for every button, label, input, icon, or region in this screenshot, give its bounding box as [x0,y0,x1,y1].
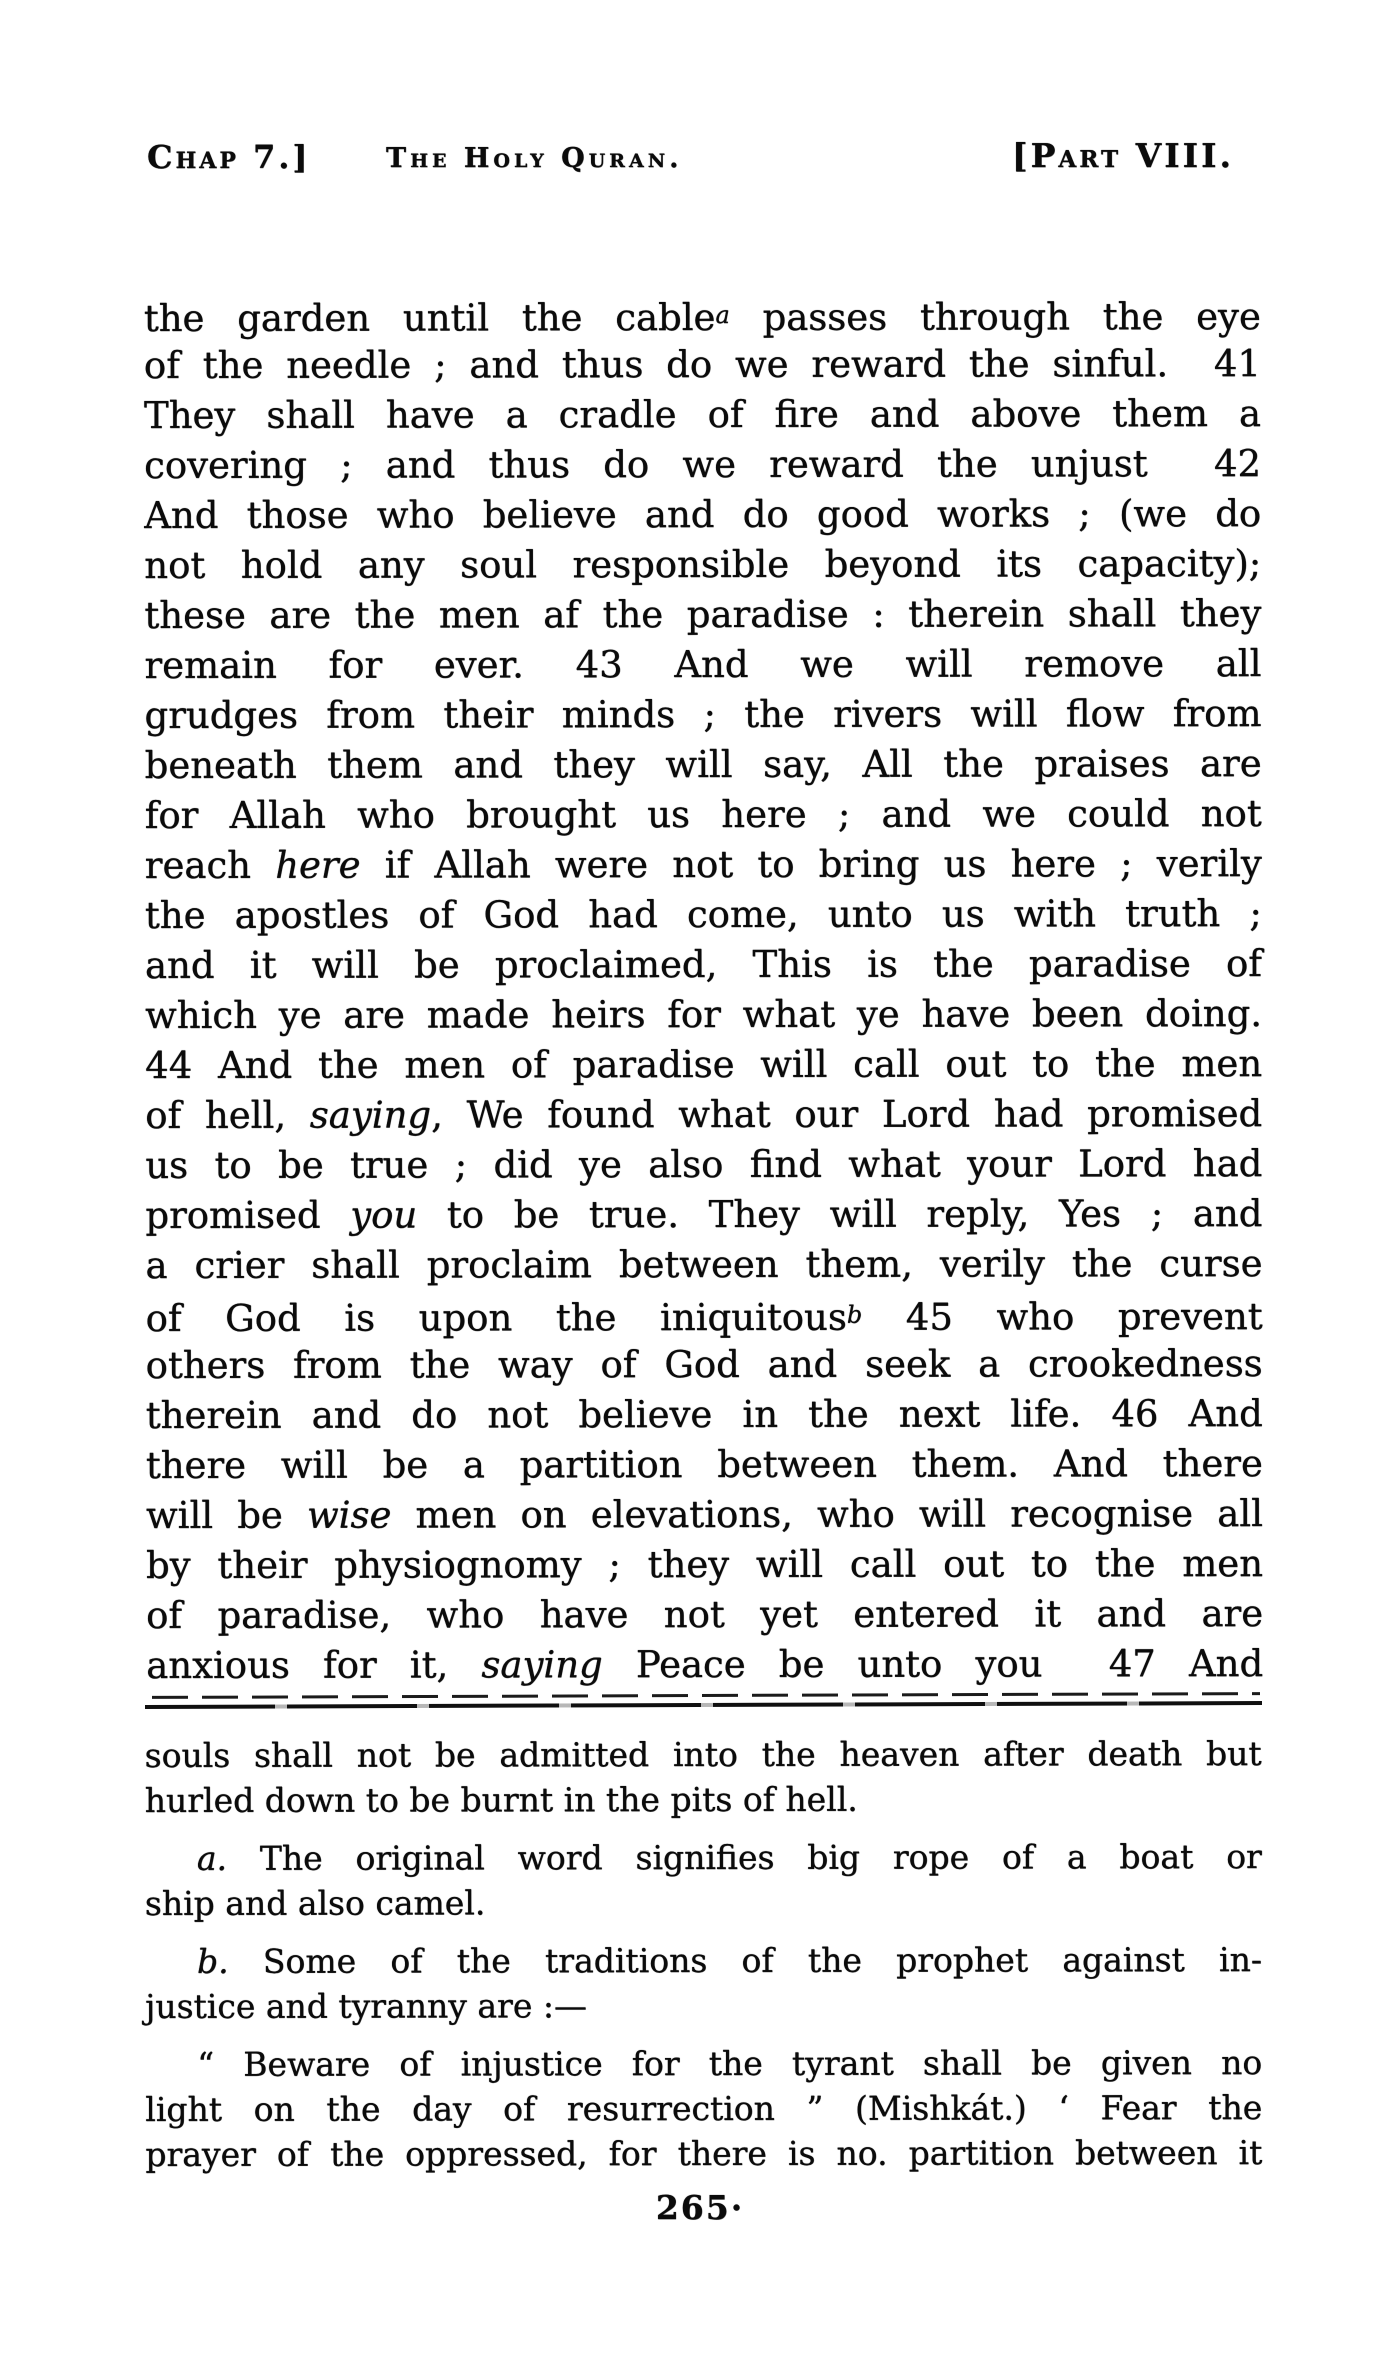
body-line [145,939,1262,991]
body-line [144,389,1261,441]
body-line [144,289,1261,341]
footnote-paragraph [145,2040,1262,2177]
text-segment: of God is upon the iniquitous [145,1295,847,1340]
text-segment: of hell, [145,1093,310,1137]
body-line [144,539,1261,591]
footnote-line [145,1937,1262,1984]
body-line [145,1089,1262,1141]
footnote-marker: b [846,1300,863,1329]
body-line [144,439,1261,491]
text-segment: the apostles of God had come, unto us with truth ; [144,892,1262,937]
text-segment: prayer of the oppressed, for there is no. partition between it [145,2133,1263,2174]
italic-word: b. [196,1941,229,1981]
text-segment: , We found what our Lord had promised [431,1092,1263,1137]
body-line [146,1389,1263,1441]
text-segment: and it will be proclaimed, This is the paradise of [144,942,1262,987]
text-segment: ship and also camel. [144,1883,486,1923]
text-segment: others from the way of God and seek a crookedness [145,1342,1263,1387]
text-segment: these are the men af the paradise : therein shall they [144,592,1262,637]
italic-word: here [275,843,361,887]
text-segment: They shall have a cradle of fire and above them a [143,392,1262,437]
body-line [145,989,1262,1041]
footnote-line [145,1776,1262,1823]
body-line [146,1589,1263,1641]
text-segment: therein and do not believe in the next life. 46 And [145,1392,1263,1437]
text-segment: remain for ever. 43 And we will remove all [144,642,1262,687]
text-segment: passes through the eye [729,295,1261,339]
text-segment: which ye are made heirs for what ye have been doing. [145,992,1263,1037]
text-segment: beneath them and they will say, All the praises are [144,742,1262,787]
text-segment: there will be a partition between them. And there [145,1442,1263,1487]
text-segment: 44 And the men of paradise will call out to the men [145,1042,1263,1087]
text-segment: will be [145,1493,308,1537]
italic-word: a. [196,1838,228,1878]
text-segment: “ Beware of injustice for the tyrant shall be given no [197,2043,1263,2084]
text-segment: of the needle ; and thus do we reward the sinful. 41 [143,342,1261,387]
text-segment: to be true. They will reply, Yes ; and [417,1192,1263,1237]
footnote-line [145,1879,1262,1926]
text-segment: men on elevations, who will recognise all [391,1492,1263,1537]
body-line [146,1289,1263,1341]
text-segment: by their physiognomy ; they will call out to the men [145,1542,1264,1587]
body-line [145,889,1262,941]
body-line [144,489,1261,541]
footnote-paragraph [145,1937,1262,2029]
footnote-line [145,1731,1262,1778]
body-line [145,1039,1262,1091]
footnote-line [145,1834,1262,1881]
footnote-line [145,2040,1262,2087]
text-segment: The original word signifies big rope of a boat or [226,1837,1262,1878]
text-segment: souls shall not be admitted into the heaven after death but [144,1734,1262,1775]
footnotes [145,1731,1263,2190]
body-line [145,789,1262,841]
running-header-title: The Holy Quran. [386,143,683,174]
body-line [145,839,1262,891]
text-segment: light on the day of resurrection ” (Mishkát.) ‘ Fear the [145,2088,1263,2129]
running-header-part: [Part VIII. [1012,136,1234,175]
body-line [144,639,1261,691]
body-line [144,339,1261,391]
text-segment: reach [144,843,276,887]
text-segment: Some of the traditions of the prophet against in- [228,1940,1263,1981]
page-number: 265· [655,2188,745,2227]
italic-word: saying [481,1643,603,1687]
body-line [146,1639,1263,1691]
scripture-text [144,289,1263,1691]
text-segment: of paradise, who have not yet entered it and are [146,1592,1264,1637]
footnote-paragraph [145,1834,1262,1926]
text-segment: anxious for it, [146,1643,482,1687]
footnote-marker: a [715,300,730,329]
footnote-divider-solid-line [145,1701,1262,1709]
body-line [144,589,1261,641]
text-segment: for Allah who brought us here ; and we could not [144,792,1262,837]
italic-word: wise [306,1493,392,1537]
body-line [145,1239,1262,1291]
body-line [144,689,1261,741]
body-line [146,1539,1263,1591]
text-segment: hurled down to be burnt in the pits of hell. [144,1779,858,1820]
text-segment: 45 who prevent [862,1295,1263,1339]
text-segment: And those who believe and do good works ; (we do [144,492,1262,537]
text-segment: covering ; and thus do we reward the unjust 42 [144,442,1262,487]
text-segment: if Allah were not to bring us here ; verily [360,842,1262,887]
body-line [146,1339,1263,1391]
text-segment: us to be true ; did ye also find what your Lord had [145,1142,1263,1187]
running-header-chapter: Chap 7.] [147,138,311,176]
footnote-paragraph [145,1731,1262,1823]
italic-word: you [350,1193,418,1237]
body-line [145,739,1262,791]
text-segment: the garden until the cable [143,295,716,340]
footnote-line [145,1982,1262,2029]
text-segment: not hold any soul responsible beyond its capacity); [144,542,1262,587]
footnote-line [145,2085,1262,2132]
text-segment: justice and tyranny are :— [145,1986,587,2026]
text-segment: promised [145,1193,351,1237]
text-segment: a crier shall proclaim between them, verily the curse [145,1242,1263,1287]
body-line [145,1139,1262,1191]
body-line [146,1439,1263,1491]
italic-word: saying [309,1093,432,1137]
body-line [146,1489,1263,1541]
body-line [145,1189,1262,1241]
footnote-divider-dashed-line [152,1692,1260,1699]
text-segment: Peace be unto you 47 And [602,1642,1264,1687]
footnote-line [145,2130,1262,2177]
text-segment: grudges from their minds ; the rivers will flow from [144,692,1262,737]
